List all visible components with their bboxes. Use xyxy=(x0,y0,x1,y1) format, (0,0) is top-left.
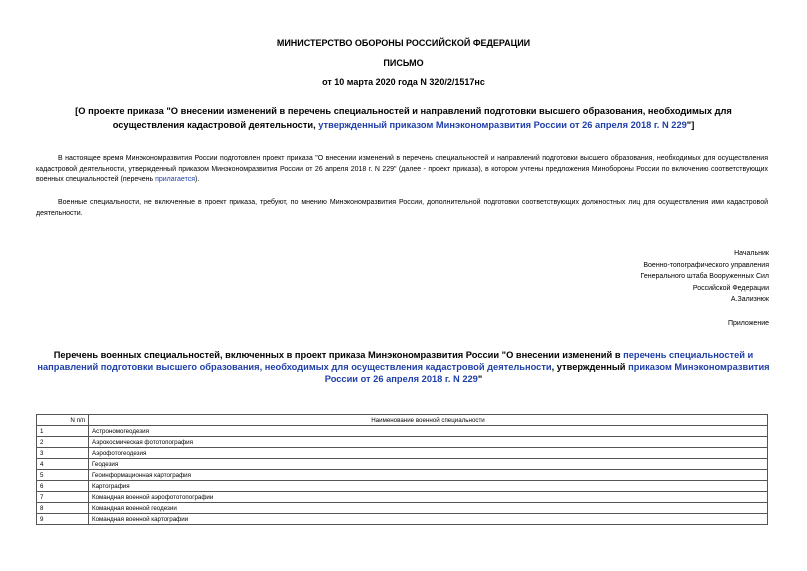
p1-text: В настоящее время Минэкономразвития России подготовлен проект приказа "О внесении изменений в перечень специальностей и направлений подготовки высшего образования, необходимых для осуществления кадастровой деятельности, утвержденный приказом Минэкономразвития России от 26 апреля 2018 г. N 229" (далее - проект приказа), в котором учтены предложения Минобороны России по включению соответствующих военных специальностей (перечень xyxy=(36,155,768,183)
row-number: 2 xyxy=(37,437,89,448)
signature-line: Российской Федерации xyxy=(692,284,769,292)
attachment-label: Приложение xyxy=(727,320,769,327)
table-row xyxy=(37,503,768,514)
list-title-link-list[interactable]: перечень специальностей и направлений подготовки высшего образования, необходимых для осуществления кадастровой деятельности xyxy=(37,350,754,372)
row-number: 3 xyxy=(37,448,89,459)
list-title xyxy=(30,349,777,385)
body-paragraph-2: Военные специальности, не включенные в проект приказа, требуют, по мнению Минэкономразвития России, дополнительной подготовки соответствующих должностных лиц для осуществления ими кадастровой деятельности. xyxy=(36,199,768,217)
table-row xyxy=(37,426,768,437)
row-number: 4 xyxy=(37,459,89,470)
row-number: 9 xyxy=(37,514,89,525)
subject-prefix: [О проекте приказа "О внесении изменений в перечень специальностей и направлений подготовки высшего образования, необходимых для осуществления кадастровой деятельности, xyxy=(75,106,732,130)
row-specialty: Картография xyxy=(89,481,768,492)
row-specialty: Геоинформационная картография xyxy=(89,470,768,481)
document-type: ПИСЬМО xyxy=(383,58,424,68)
row-specialty: Командная военной картографии xyxy=(89,514,768,525)
row-specialty: Аэрофотогеодезия xyxy=(89,448,768,459)
column-header-number: N п/п xyxy=(37,415,89,426)
table-row xyxy=(37,470,768,481)
signature-block xyxy=(641,248,770,306)
ministry-heading: МИНИСТЕРСТВО ОБОРОНЫ РОССИЙСКОЙ ФЕДЕРАЦИИ xyxy=(276,38,531,48)
table-row xyxy=(37,514,768,525)
table-header-row xyxy=(37,415,768,426)
row-specialty: Геодезия xyxy=(89,459,768,470)
row-number: 7 xyxy=(37,492,89,503)
row-number: 5 xyxy=(37,470,89,481)
document-date-number: от 10 марта 2020 года N 320/2/1517нс xyxy=(322,77,485,87)
attachment-link[interactable]: прилагается xyxy=(155,176,196,183)
list-title-part: " xyxy=(477,374,483,384)
letter-subject xyxy=(50,104,757,132)
column-header-name: Наименование военной специальности xyxy=(89,415,768,426)
row-specialty: Командная военной геодезии xyxy=(89,503,768,514)
table-row xyxy=(37,459,768,470)
row-number: 6 xyxy=(37,481,89,492)
signature-line: Военно-топографического управления xyxy=(643,261,769,269)
body-paragraph-1 xyxy=(36,154,768,186)
table-row xyxy=(37,481,768,492)
subject-suffix: "] xyxy=(686,120,695,130)
specialties-table xyxy=(36,414,768,525)
table-row xyxy=(37,448,768,459)
list-title-link-order[interactable]: приказом Минэкономразвития России от 26 апреля 2018 г. N 229 xyxy=(324,362,770,384)
list-title-part: , утвержденный xyxy=(551,362,629,372)
table-row xyxy=(37,437,768,448)
row-specialty: Командная военной аэрофототопографии xyxy=(89,492,768,503)
list-title-part: Перечень военных специальностей, включенных в проект приказа Минэкономразвития России "О внесении изменений в xyxy=(53,350,624,360)
subject-order-link[interactable]: утвержденный приказом Минэкономразвития России от 26 апреля 2018 г. N 229 xyxy=(318,120,687,130)
p1-end: ). xyxy=(195,176,200,183)
table-row xyxy=(37,492,768,503)
row-specialty: Аэрокосмическая фототопография xyxy=(89,437,768,448)
row-specialty: Астрономогеодезия xyxy=(89,426,768,437)
signature-line: Начальник xyxy=(734,250,769,257)
signature-line: Генерального штаба Вооруженных Сил xyxy=(640,273,769,280)
row-number: 1 xyxy=(37,426,89,437)
signature-name: А.Зализнюк xyxy=(730,296,769,303)
row-number: 8 xyxy=(37,503,89,514)
